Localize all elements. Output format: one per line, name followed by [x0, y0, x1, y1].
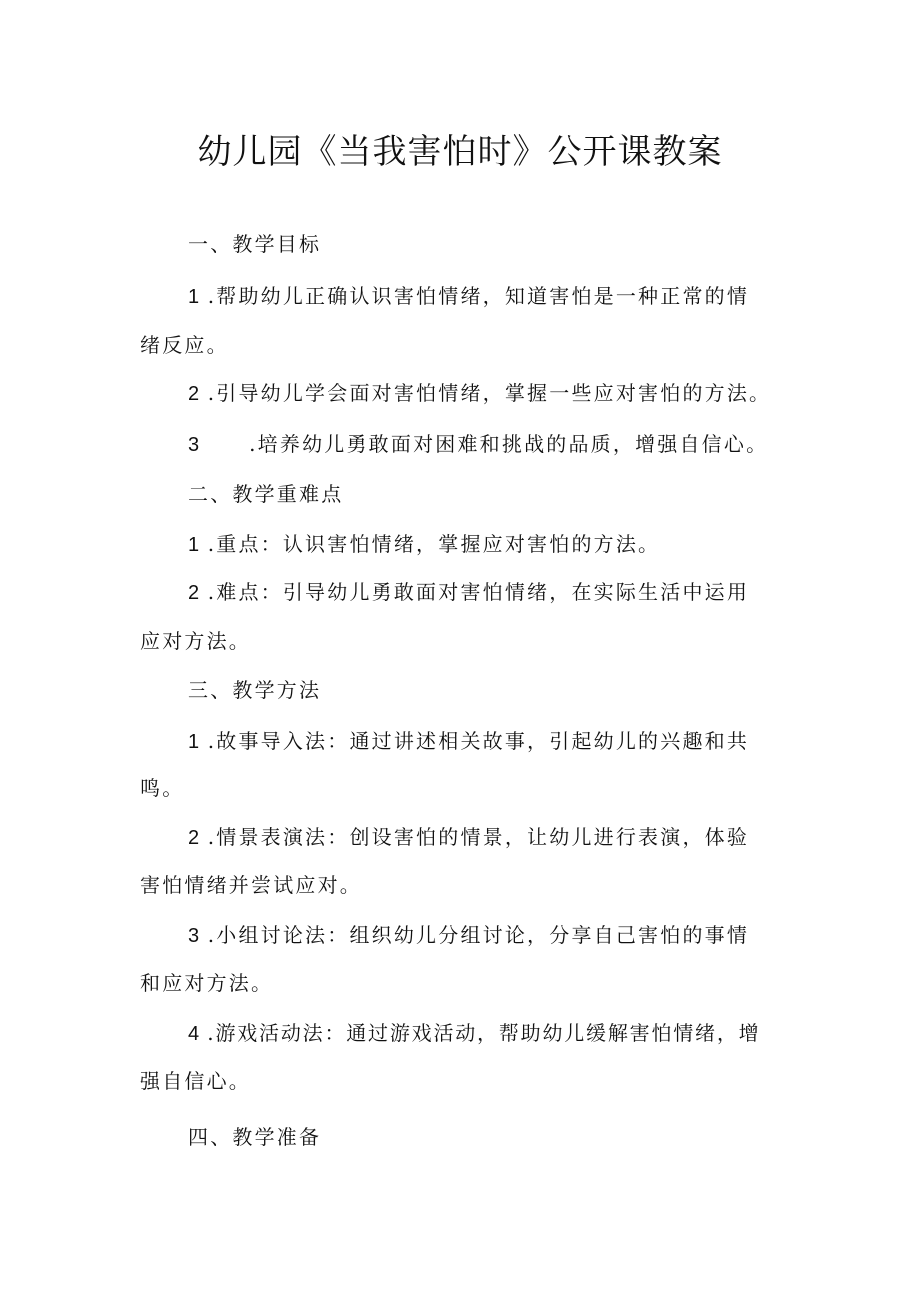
- paragraph-line: 应对方法。: [140, 629, 251, 653]
- paragraph-line: 强自信心。: [140, 1069, 251, 1093]
- line-text: .难点：引导幼儿勇敢面对害怕情绪，在实际生活中运用: [207, 580, 750, 604]
- line-text: .培养幼儿勇敢面对困难和挑战的品质，增强自信心。: [249, 432, 769, 456]
- line-text: .游戏活动法：通过游戏活动，帮助幼儿缓解害怕情绪，增: [207, 1021, 761, 1045]
- paragraph-line: [188, 577, 749, 608]
- line-text: .重点：认识害怕情绪，掌握应对害怕的方法。: [207, 532, 661, 556]
- list-number: 1: [188, 286, 200, 308]
- section-heading-methods: 三、教学方法: [188, 678, 322, 702]
- list-number: 2: [188, 827, 200, 849]
- list-number: 2: [188, 582, 200, 604]
- list-number: 3: [188, 925, 200, 947]
- paragraph-line: [188, 726, 749, 757]
- paragraph-line: [188, 429, 768, 460]
- paragraph-line: [188, 378, 771, 409]
- document-title: 幼儿园《当我害怕时》公开课教案: [197, 132, 723, 172]
- paragraph-line: [188, 920, 749, 951]
- list-number: 2: [188, 383, 200, 405]
- paragraph-line: 害怕情绪并尝试应对。: [140, 873, 362, 897]
- line-text: .小组讨论法：组织幼儿分组讨论，分享自己害怕的事情: [207, 923, 750, 947]
- line-text: .帮助幼儿正确认识害怕情绪，知道害怕是一种正常的情: [207, 284, 750, 308]
- paragraph-line: [188, 1018, 760, 1049]
- list-number: 4: [188, 1023, 200, 1045]
- paragraph-line: [188, 281, 749, 312]
- paragraph-line: [188, 822, 749, 853]
- paragraph-line: 绪反应。: [140, 333, 229, 357]
- list-number: 1: [188, 731, 200, 753]
- line-text: .故事导入法：通过讲述相关故事，引起幼儿的兴趣和共: [207, 729, 750, 753]
- list-number: 1: [188, 534, 200, 556]
- paragraph-line: [188, 529, 660, 560]
- paragraph-line: 鸣。: [140, 776, 185, 800]
- list-number: 3: [188, 434, 200, 456]
- line-text: .引导幼儿学会面对害怕情绪，掌握一些应对害怕的方法。: [207, 381, 772, 405]
- section-heading-key-points: 二、教学重难点: [188, 482, 344, 506]
- section-heading-objectives: 一、教学目标: [188, 232, 322, 256]
- line-text: .情景表演法：创设害怕的情景，让幼儿进行表演，体验: [207, 825, 750, 849]
- section-heading-preparation: 四、教学准备: [188, 1125, 322, 1149]
- paragraph-line: 和应对方法。: [140, 971, 274, 995]
